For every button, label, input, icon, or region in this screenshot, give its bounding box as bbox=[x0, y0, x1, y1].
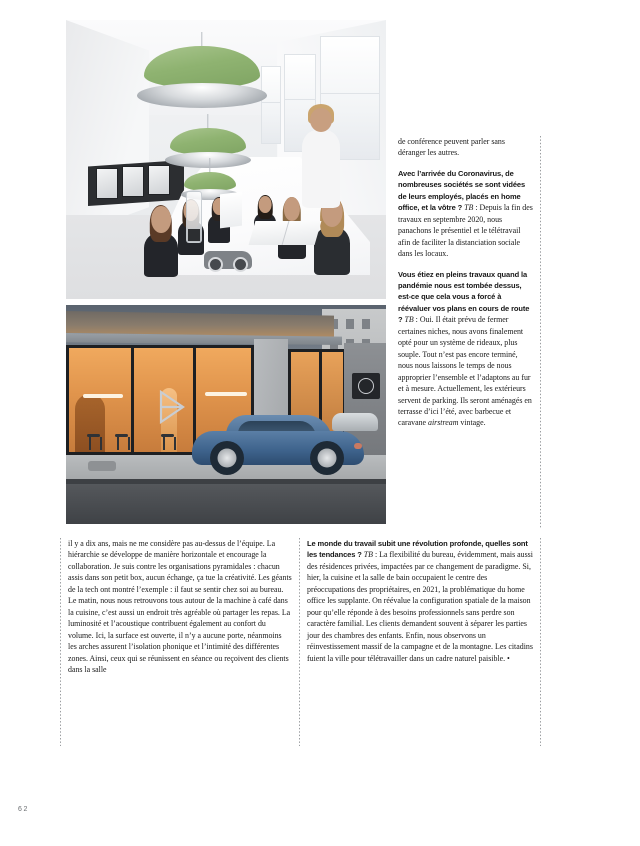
interview-question: Avec l’arrivée du Coronavirus, de nombreuses sociétés se sont vidées de leurs employés, placés en home office, et la vôtre ? bbox=[398, 168, 526, 213]
pendant-lamp-icon bbox=[144, 46, 260, 108]
person bbox=[314, 227, 350, 275]
paragraph-qa bbox=[398, 269, 534, 429]
column-rule bbox=[60, 538, 61, 746]
wall-sign bbox=[352, 373, 380, 399]
emphasised-term: airstream bbox=[428, 418, 459, 428]
open-magazine bbox=[249, 221, 322, 245]
paragraph-answer-continued: de conférence peuvent parler sans déranger les autres. bbox=[398, 137, 505, 158]
interview-question: Vous étiez en pleins travaux quand la pandémie nous est tombée dessus, est-ce que cela vous a forcé à réévaluer vos plans en cours de route ? bbox=[398, 269, 530, 325]
interview-answer: Oui. Il était prévu de fermer certaines niches, nous avons finalement opté pour un système de rideaux, plus souple. Tout n’est pas encore terminé, nous nous laissons le temps de nous approprier l’ensemble et l’adaptons au fur et à mesure. Actuellement, les extérieurs servent de parking. Ils seront aménagés en terrasse d’ici l’été, avec barbecue et caravane bbox=[398, 315, 532, 428]
person bbox=[144, 233, 178, 277]
paragraph-qa bbox=[398, 168, 534, 260]
pendant-lamp-icon bbox=[170, 128, 246, 168]
end-of-article-mark: • bbox=[505, 653, 510, 663]
road bbox=[66, 484, 386, 524]
classic-car bbox=[192, 413, 364, 475]
model-car bbox=[204, 251, 252, 269]
photo-office-interior bbox=[66, 20, 386, 299]
page-number: 62 bbox=[18, 806, 29, 813]
column-bottom-right bbox=[307, 538, 535, 664]
person-standing bbox=[302, 130, 340, 208]
paragraph-qa bbox=[307, 538, 535, 664]
column-rule bbox=[540, 136, 541, 528]
photo-street-exterior bbox=[66, 305, 386, 524]
column-bottom-left bbox=[68, 538, 292, 675]
speaker-separator: : bbox=[473, 203, 480, 213]
triangle-play-logo-icon bbox=[157, 390, 187, 424]
speaker-separator: : bbox=[413, 315, 420, 325]
column-rule bbox=[540, 538, 541, 746]
speaker-initials: TB bbox=[464, 203, 474, 213]
window bbox=[261, 66, 281, 144]
drain-cover bbox=[88, 461, 116, 471]
interview-answer: Depuis la fin des travaux en septembre 2020, nous panachons le présentiel et le télétravail afin de faciliter la distanciation sociale dans les locaux. bbox=[398, 203, 533, 259]
paragraph-answer-continued: il y a dix ans, mais ne me considère pas au-dessus de l’équipe. La hiérarchie se développe de manière horizontale et encourage la collaboration. Je suis contre les organisations pyramidales : chacun assis dans son petit box, aucun échange, ça tue la créativité. Les géants de la tech ont montré l’exemple : il faut se sentir chez soi au bureau. Le matin, nous nous retrouvons tous autour de la machine à café dans la cuisine, c’est aussi un endroit très agréable où partager les repas. La luminosité et l’acoustique contribuent également au confort du volume. Ici, la surface est ouverte, il n’y a aucune porte, néanmoins les arches assurent l’isolation phonique et l’intimité des différentes zones. Ainsi, ceux qui se réunissent en séance ou reçoivent des clients dans la salle bbox=[68, 539, 292, 674]
interview-answer-tail: vintage. bbox=[458, 418, 486, 428]
interview-question: Le monde du travail subit une révolution profonde, quelles sont les tendances ? bbox=[307, 539, 528, 560]
laptop-screen bbox=[220, 192, 242, 229]
column-top-right bbox=[398, 136, 534, 429]
water-bottle bbox=[186, 191, 202, 243]
speaker-separator: : bbox=[372, 550, 380, 560]
interview-answer: La flexibilité du bureau, évidemment, mais aussi des résidences privées, impactées par ce changement de paradigme. Si, hier, la cuisine et la salle de bain occupaient le centre des préoccupations des propriétaires, en 2021, la problématique du home office les supplante. On réévalue la configuration spatiale de la maison pour qu’elle réponde à des besoins professionnels sans perdre son caractère familial. Les clients demandent souvent à séparer les parties jour des chambres des enfants. Enfin, nous observons un réinvestissement massif de la campagne et de la montagne. Les citadins fuient la ville pour télétravailler dans un cadre naturel paisible. bbox=[307, 550, 533, 663]
column-rule bbox=[299, 538, 300, 746]
left-wall bbox=[66, 20, 149, 238]
speaker-initials: TB bbox=[404, 315, 414, 325]
speaker-initials: TB bbox=[363, 550, 373, 560]
